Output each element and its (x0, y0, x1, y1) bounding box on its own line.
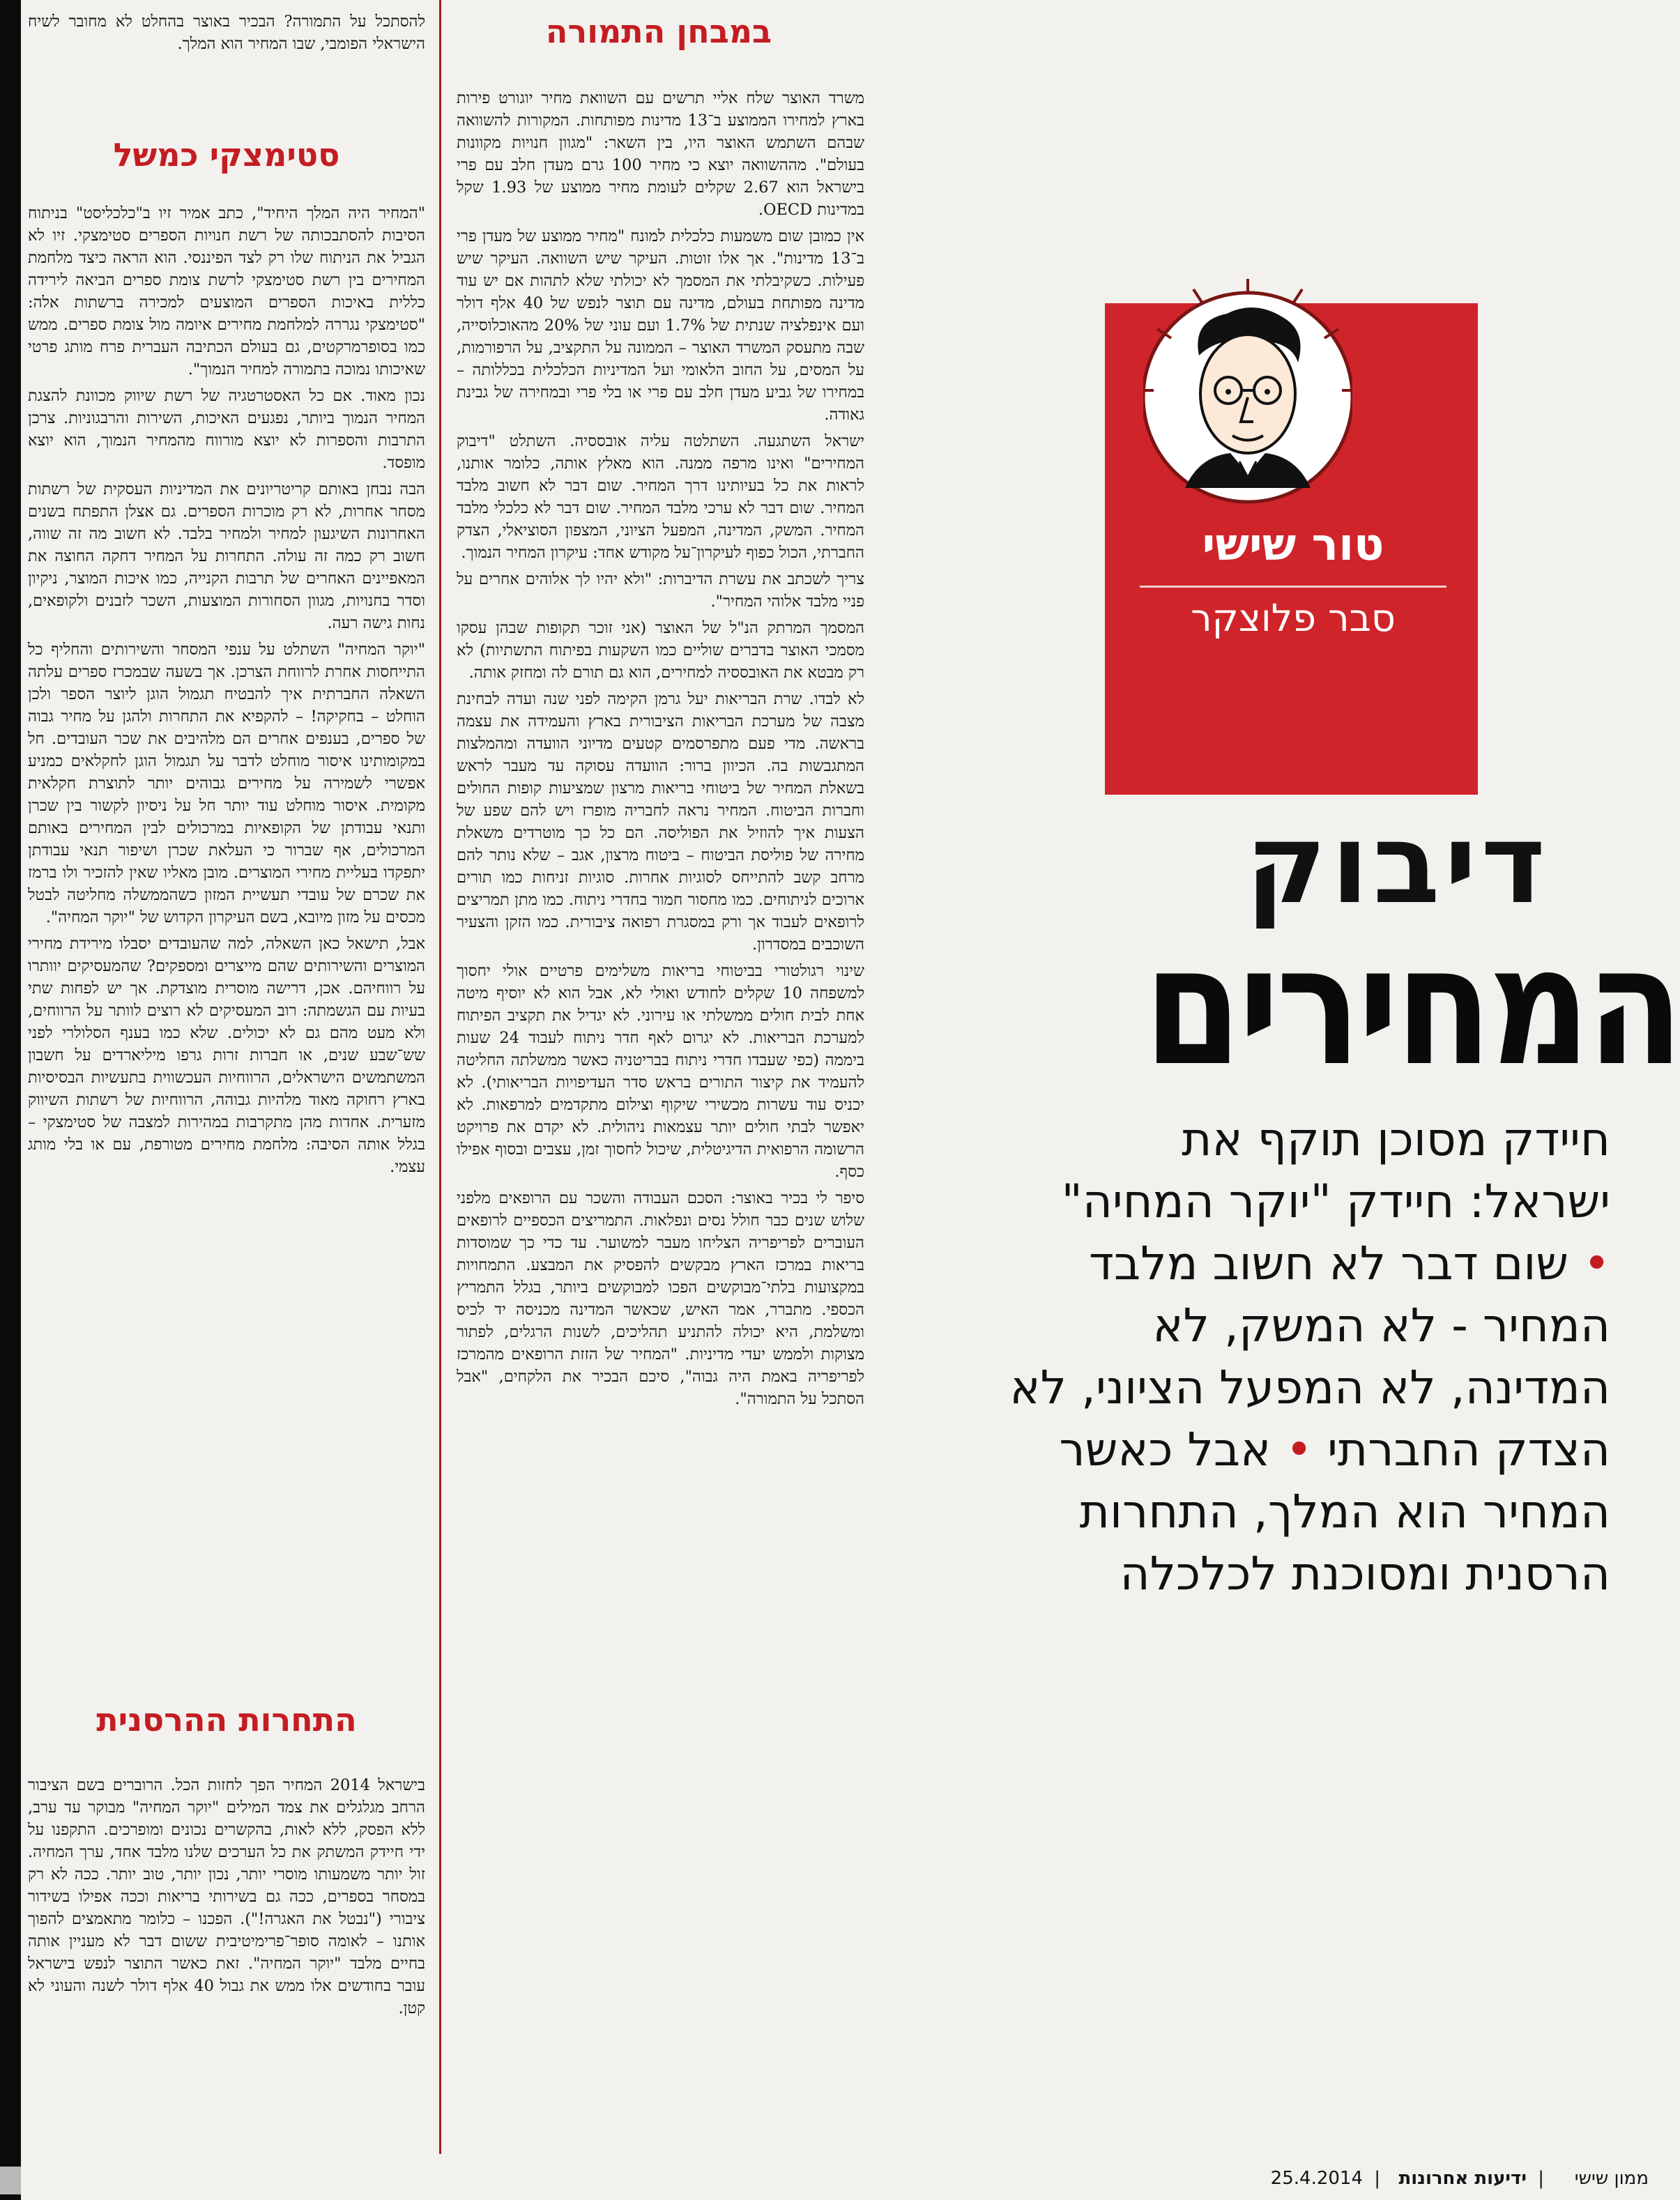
footer-supplement: ממון שישי (1574, 2168, 1649, 2189)
paragraph: צריך לשכתב את עשרת הדיברות: "ולא יהיו לך אלוהים אחרים על פניי מלבד אלוהי המחיר". (457, 570, 864, 611)
paragraph: בישראל 2014 המחיר הפך לחזות הכל. הרוברים בשם הציבור הרחב מגלגלים את צמד המילים "יוקר המחיה" מבוקר עד ערב, ללא הפסק, ללא לאות, בהקשרים נכונים ומופרכים. התקפנו על ידי חיידק המשתק את כל הערכים שלנו מלבד אחד, ערך המחיה. זול יותר משמעותו מוסרי יותר, נכון יותר, טוב יותר. ככה לא רק במסחר בספרים, ככה גם בשירותי בריאות וככה אפילו בשידור ציבורי ("נבטל את האגרה!"). הפכנו – כלומר מתאמצים להפוך אותנו – לאומה סופר־פרימיטיבית ששום דבר לא מעניין אותה בחיים מלבד "יוקר המחיה". זאת כאשר התוצר לנפש בישראל עובר בחודשים אלו ממש את גבול 40 אלף דולר לשנה והעוני לא קטן. (28, 1776, 425, 2017)
paragraph: "המחיר היה המלך היחיד", כתב אמיר זיו ב"כלכליסט" בניתוח הסיבות להסתבכותה של רשת חנויות הספרים סטימצקי. זיו לא הגביל את הניתוח שלו רק לצד הפיננסי. הוא הראה כיצד מלחמת המחירים בין רשת סטימצקי לרשת צומת ספרים הביאה לירידה כללית באיכות הספרים המוצעים למכירה ברשתות אלה: "סטימצקי נגררה למלחמת מחירים איומה מול צומת ספרים. ממש כמו בסופרמרקטים, גם בעולם הכתיבה העברית פרח מותג פרטי שאיכותו נמוכה בתמורה למחיר הנמוך". (28, 204, 425, 379)
author-name: סבר פלוצקר (1191, 596, 1396, 640)
footer-separator: | (1374, 2168, 1380, 2189)
paragraph: סיפר לי בכיר באוצר: הסכם העבודה והשכר עם הרופאים מלפני שלוש שנים כבר חולל נסים ונפלאות. התמריצים הכספיים לרופאים העוברים לפריפריה הצליחו מעבר למשוער. עד כדי כך שמוסדות בריאות במרכז הארץ מבקשים להפסיק את המבצע. התמחויות במקצועות בלתי־מבוקשים הפכו למבוקשים ביותר, בגלל התמריץ הכספי. מתברר, אמר האיש, שכאשר המדינה מכניסה יד לכיס ומשלמת, היא יכולה להתניע תהליכים, לשנות הרגלים, לפתור מצוקות ולממש יעדי מדיניות. "המחיר של הזזת הרופאים מהמרכז לפריפריה באמת היה גבוה", סיכם הבכיר את הלקחים, "אבל הסתכל על התמורה". (457, 1189, 864, 1408)
subhead-stimatzky: סטימצקי כמשל (113, 136, 340, 174)
left-column-body-2 (28, 1774, 425, 2154)
paragraph: ישראל השתגעה. השתלטה עליה אובססיה. השתלט "דיבוק המחירים" ואינו מרפה ממנה. הוא מאלץ אותה, כלומר אותנו, לראות את כל בעיותינו דרך המחיר. שום דבר לא חשוב מלבד המחיר. שום דבר לא ערכי מלבד המחיר. שום דבר לא כלכלי מלבד המחיר. המשק, המדינה, המפעל הציוני, המצפון הסוציאלי, הצדק החברתי, הכול כפוף לעיקרון־על מקודש אחד: עיקרון המחיר הנמוך. (457, 432, 864, 562)
deck-line (955, 1419, 1610, 1481)
deck-text: אבל כאשר (1059, 1423, 1272, 1476)
subhead-destructive-competition: התחרות ההרסנית (96, 1701, 357, 1739)
footer-paper: ידיעות אחרונות (1398, 2168, 1527, 2189)
deck-line: הרסנית ומסוכנת לכלכלה (1120, 1547, 1610, 1601)
paragraph: לא לבדו. שרת הבריאות יעל גרמן הקימה לפני שנה ועדה לבחינת מצבה של מערכת הבריאות הציבורית בארץ והעמידה את עצמה בראשה. מדי פעם מתפרסמים קטעים מדיוני הוועדה ומהמלצות המתגבשות בה. הכיוון ברור: הוועדה עסוקה עד מעבר לראש בשאלת המחיר של ביטוחי בריאות מרצון שמציעות קופות החולים וחברות הביטוח. המחיר נראה לחבריה מופרז ויש להם שפע של הצעות איך להוזיל את הפוליסה. הם כל כך מוטרדים משאלת מחירה של פוליסת הביטוח – ביטוח מרצון, אגב – שלא נותר להם מרחב קשב להתייחס לסוגיות אחרות. סוגיות זניחות כמו תורים ארוכים לניתוחים. כמו מחסור חמור בחדרי ניתוח. כמו מתן תמריצים לרופאים לעבוד אך ורק במסגרת רפואה ציבורית. כמו הזקן והצעיר השוכבים במסדרון. (457, 690, 864, 954)
paragraph: אבל, תישאל כאן השאלה, למה שהעובדים יסבלו מירידת מחירי המוצרים והשירותים שהם מייצרים ומספקים? שהמעסיקים יוותרו על רווחיהם. אכן, דרישה מוסרית מוצדקת. אך יש לפחות שתי בעיות עם הגשמתה: רוב המעסיקים לא רוצים לוותר על הרווחים, ולא מעט מהם גם לא יכולים. שלא כמו בענף הסלולרי לפני שש־שבע שנים, או חברות זרות גרפו מיליארדים על חשבון המשתמשים הישראלים, הרווחיות העכשווית בתעשיות הבסיסיות בארץ רחוקה מאוד מלהיות גבוהה, הרווחיות של רשתות השיווק מזערית. אחדות מהן מתקרבות במהירות למצבה של סטימצקי – בגלל אותה הסיבה: מלחמת מחירים מטורפת, עם או בלי מותג עצמי. (28, 935, 425, 1176)
deck (955, 1108, 1610, 1605)
deck-line: ישראל: חיידק "יוקר המחיה" (1061, 1175, 1610, 1228)
author-divider (1140, 586, 1446, 588)
headline-line-1: דיבוק (1245, 800, 1550, 929)
deck-line: המחיר הוא המלך, התחרות (1079, 1485, 1610, 1538)
left-column-body-1 (28, 202, 425, 1683)
paragraph: שינוי רגולטורי בביטוחי בריאות משלימים פרטיים אולי יחסוך למשפחה 10 שקלים לחודש ואולי לא, אבל הוא לא יוסיף מיטה אחת לבית חולים ממשלתי או עירוני. לא יגדיל את תקציב הפיתוח למערכת הבריאות. לא יגרום לאף חדר ניתוח לעבוד 24 שעות ביממה (כפי שעבדו חדרי ניתוח בבריטניה כאשר ממשלתה החליטה להעמיד את קיצור התורים בראש סדר העדיפויות הבריאותי). לא יכניס עוד עשרות מכשירי שיקוף וצילום מתקדמים למרפאות. לא יאפשר לבתי חולים יותר עצמאות ניהולית. לא יקדם את פרויקט הרשומה הרפואית הדיגיטלית, שיכול לחסוך זמן, עצבים ובסוף אפילו כסף. (457, 962, 864, 1181)
paragraph: הבה נבחן באותם קריטריונים את המדיניות העסקית של רשתות מסחר אחרות, לא רק מוכרות הספרים. גם אצלן התפתח בשנים האחרונות השיגעון למחיר ולמחיר בלבד. לא חשוב מה זה שווה, חשוב רק כמה זה עולה. התחרות על המחיר דחקה החוצה את המאפיינים האחרים של תרבות הקנייה, כמו איכות המוצר, ניקיון וסדר בחנויות, מגוון הסחורות המוצעות, השכר לזבנים ולקופאים, נחות גישה רעה. (28, 480, 425, 632)
page-footer (0, 2161, 1680, 2200)
paragraph: משרד האוצר שלח אליי תרשים עם השוואת מחיר יוגורט פירות בארץ למחירו הממוצע ב־13 מדינות מפותחות. המקורות להשוואה שבהם השתמש האוצר היו, בין השאר: "מגוון חנויות מקוונות בעולם". מההשוואה יוצא כי מחיר 100 גרם מעדן חלב עם פרי בישראל הוא 2.67 שקלים לעומת מחיר ממוצע של 1.93 שקל במדינות OECD. (457, 89, 864, 219)
footer-separator: | (1538, 2168, 1544, 2189)
page-number-tab (0, 2167, 21, 2194)
paragraph: המסמך המרתק הנ"ל של האוצר (אני זוכר תקופות שבהן עסקו מסמכי האוצר בדברים שוליים כמו השקעות בפיתוח התשתיות) לא רק מבטא את האובססיה למחירים, הוא גם תורם לה ומחזק אותה. (457, 619, 864, 682)
deck-line: המדינה, לא המפעל הציוני, לא (1009, 1361, 1610, 1414)
deck-text: הצדק החברתי (1327, 1423, 1610, 1476)
deck-line: המחיר - לא המשק, לא (1152, 1299, 1610, 1352)
bullet-icon: • (1285, 1423, 1313, 1476)
bullet-icon: • (1583, 1237, 1610, 1290)
column-name: טור שישי (1202, 519, 1384, 571)
column-divider (439, 0, 441, 2154)
deck-line: חיידק מסוכן תוקף את (1182, 1113, 1610, 1166)
headline-line-2: המחירים (1143, 912, 1680, 1102)
paragraph: אין כמובן שום משמעות כלכלית למונח "מחיר ממוצע של מעדן פרי ב־13 מדינות". אך אלו זוטות. העיקר שיש השוואה. העיקר שיש פעילות. כשקיבלתי את המסמך לא יכולתי שלא לתהות אם יש עוד מדינה מפותחת בעולם, מדינה עם תוצר לנפש של 40 אלף דולר ועם אינפלציה שנתית של 1.7% ועם עוני של 20% מהאוכלוסייה, שבה מתעסק המשרד האוצר – הממונה על התקציב, על הרפורמות, על המסים, על החוב הלאומי ועל המדיניות הכלכלית בכללותה – במחירו של גביע מעדן חלב עם פרי או בלי פרי ובמחירה של גבינת גאודה. (457, 227, 864, 424)
intro-paragraph: להסתכל על התמורה? הבכיר באוצר בהחלט לא מחובר לשיח הישראלי הפומבי, שבו המחיר הוא המלך. (28, 13, 425, 53)
center-column-body (457, 87, 864, 2154)
subhead-value-test: במבחן התמורה (545, 13, 772, 50)
deck-line (955, 1232, 1610, 1294)
paragraph: "יוקר המחיה" השתלט על ענפי המסחר והשירותים והחליף כל התייחסות אחרת לרווחת הצרכן. אך בשעה שבמכרז ספרים עלתה השאלה החברתית איך להבטיח תגמול הוגן ליוצר הספר ולכן הוחלט – בחקיקה! – להקפיא את התחרות ולהגן על מחיר גבוה של ספרים, בענפים אחרים הם מלהיבים את שכר העובדים. חל במקומותינו איסור מוחלט לדבר על תגמול הוגן לחקלאים כמניע אפשרי לשמירה על מחירים גבוהים יותר לתוצרת חקלאית מקומית. איסור מוחלט עוד יותר חל על ניסיון לקשור בין שכרן ותנאי עבודתן של הקופאיות במרכולים לבין המחירים באותם המרכולים, אף שברור כי העלאת שכרן ושיפור תנאי עבודתן יתפקדו בעליית מחירי המוצרים. מובן מאליו שאין להזכיר ולו ברמז את שכרם של עובדי תעשיית המזון כשהממשלה מחליטה לבטל מכסים על מזון מיובא, בשם העיקרון הקדוש של "יוקר המחיה". (28, 641, 425, 926)
page-binding-edge (0, 0, 21, 2200)
footer-date: 25.4.2014 (1270, 2168, 1363, 2189)
deck-text: שום דבר לא חשוב מלבד (1089, 1237, 1569, 1290)
paragraph: נכון מאוד. אם כל האסטרטגיה של רשת שיווק מכוונת להצגת המחיר הנמוך ביותר, נפגעים האיכות, השירות והרבגוניות. צרכן התרבות והספרות לא יוצא מורווח מהמחיר הנמוך, הוא יוצא מופסד. (28, 387, 425, 472)
left-column-intro (28, 10, 425, 115)
columnist-portrait-illustration (1143, 279, 1352, 516)
